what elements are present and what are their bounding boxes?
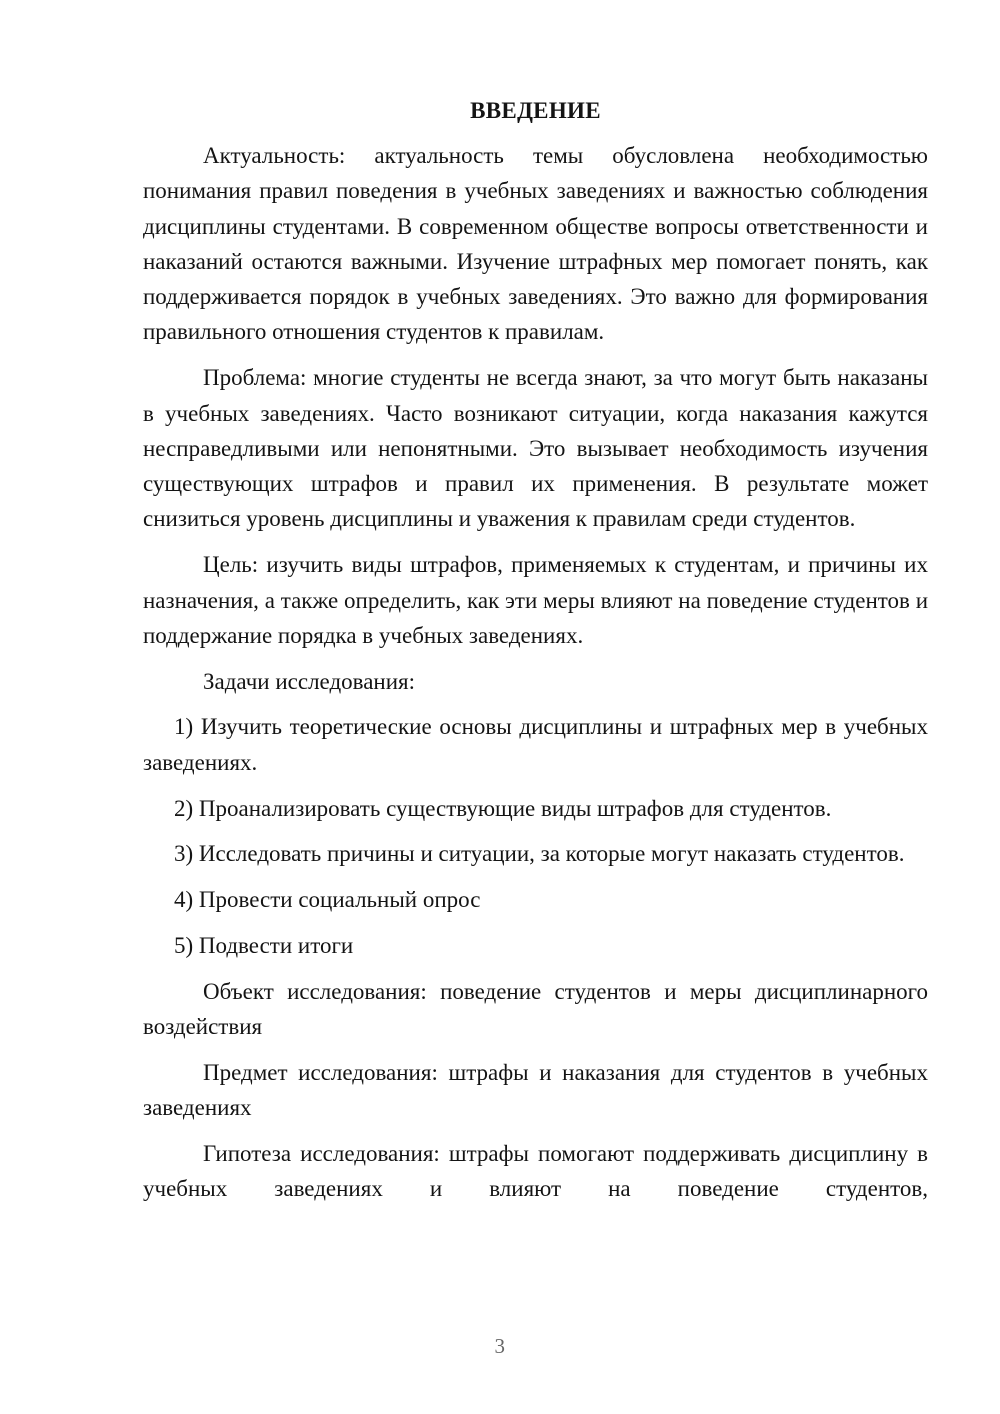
page-number: 3: [494, 1334, 506, 1358]
section-title: ВВЕДЕНИЕ: [470, 98, 601, 123]
task-item-2: 2) Проанализировать существующие виды штрафов для студентов.: [174, 795, 832, 821]
relevance-paragraph: Актуальность: актуальность темы обусловлена необходимостью понимания правил поведения в учебных заведениях и важностью соблюдения дисциплины студентами. В современном обществе вопросы ответственности и наказаний остаются важными. Изучение штрафных мер помогает понять, как поддерживается порядок в учебных заведениях. Это важно для формирования правильного отношения студентов к правилам.: [143, 143, 928, 345]
task-item-3: 3) Исследовать причины и ситуации, за которые могут наказать студентов.: [174, 841, 905, 867]
document-body: [143, 94, 928, 1217]
hypothesis-paragraph: Гипотеза исследования: штрафы помогают поддерживать дисциплину в учебных заведениях и влияют на поведение студентов,: [143, 1140, 928, 1202]
problem-paragraph: Проблема: многие студенты не всегда знают, за что могут быть наказаны в учебных заведениях. Часто возникают ситуации, когда наказания кажутся несправедливыми или непонятными. Это вызывает необходимость изучения существующих штрафов и правил их применения. В результате может снизиться уровень дисциплины и уважения к правилам среди студентов.: [143, 365, 928, 532]
subject-paragraph: Предмет исследования: штрафы и наказания для студентов в учебных заведениях: [143, 1059, 928, 1121]
tasks-heading: Задачи исследования:: [203, 668, 416, 694]
task-item-5: 5) Подвести итоги: [174, 932, 354, 958]
task-item-1: 1) Изучить теоретические основы дисциплины и штрафных мер в учебных заведениях.: [143, 714, 928, 775]
object-paragraph: Объект исследования: поведение студентов и меры дисциплинарного воздействия: [143, 978, 928, 1040]
goal-paragraph: Цель: изучить виды штрафов, применяемых к студентам, и причины их назначения, а также определить, как эти меры влияют на поведение студентов и поддержание порядка в учебных заведениях.: [143, 552, 928, 648]
task-item-4: 4) Провести социальный опрос: [174, 887, 481, 913]
